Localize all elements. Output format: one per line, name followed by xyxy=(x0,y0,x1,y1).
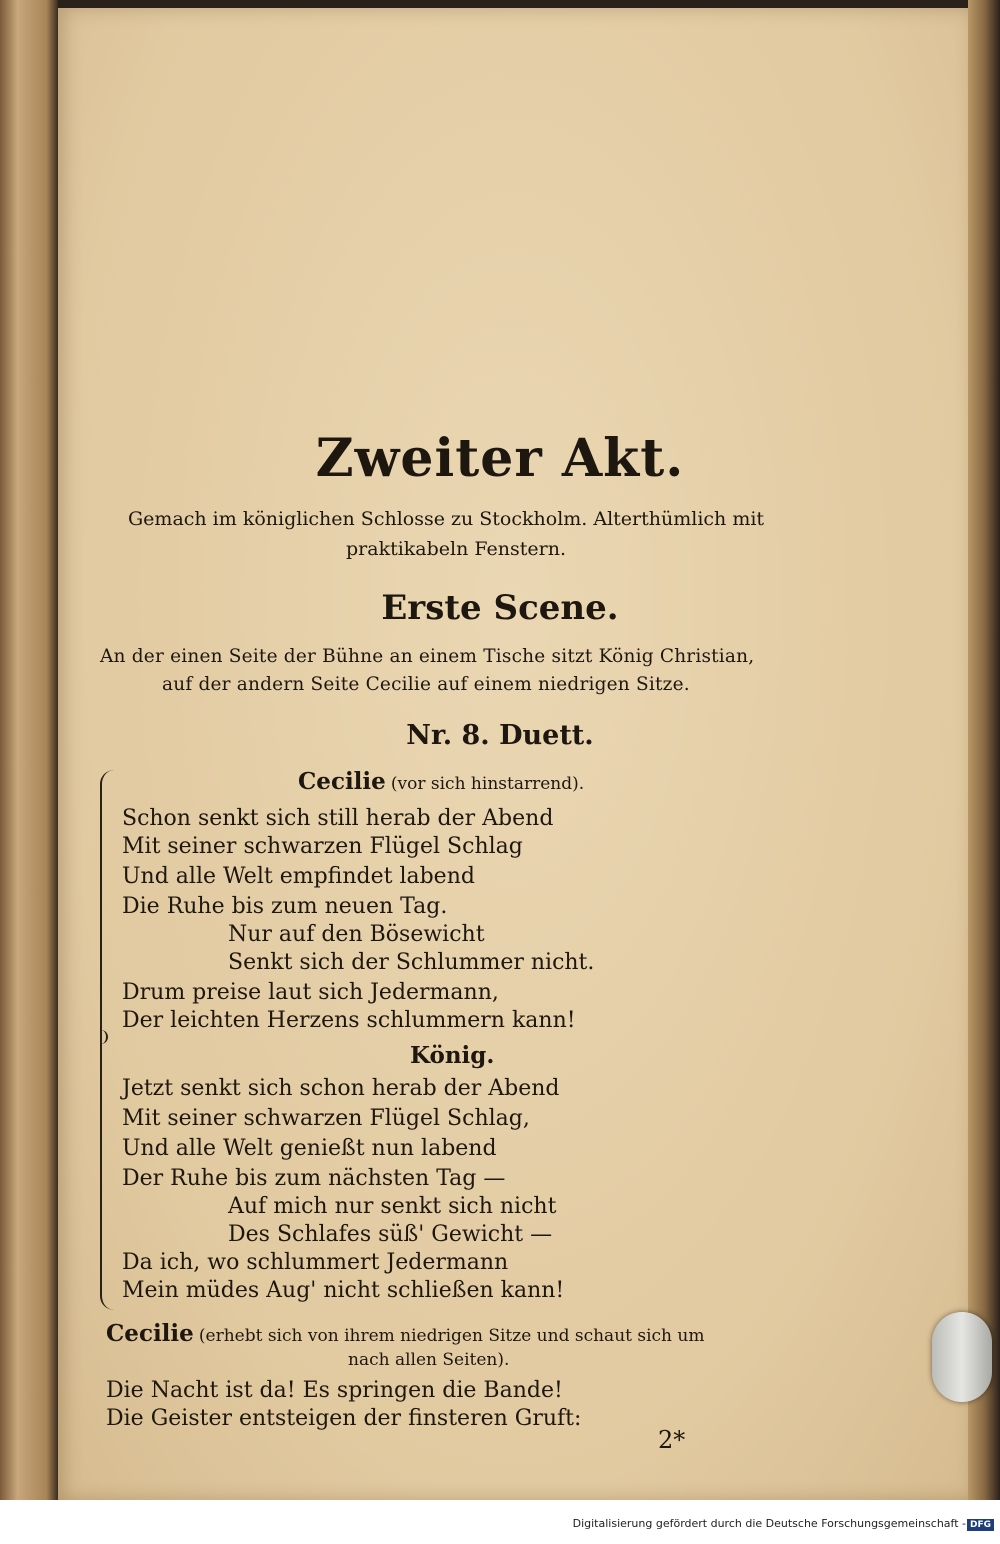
verse-line: Der Ruhe bis zum nächsten Tag — xyxy=(122,1166,506,1191)
verse-line: Die Geister entsteigen der finsteren Gruft: xyxy=(106,1406,582,1431)
verse-line: Auf mich nur senkt sich nicht xyxy=(228,1194,557,1219)
verse-line: Die Nacht ist da! Es springen die Bande! xyxy=(106,1378,563,1403)
speaker-name: Cecilie xyxy=(106,1320,194,1347)
verse-line: Drum preise laut sich Jedermann, xyxy=(122,980,499,1005)
scene-title: Erste Scene. xyxy=(381,588,619,628)
verse-line: Und alle Welt empfindet labend xyxy=(122,864,475,889)
speaker-name: Cecilie xyxy=(298,768,386,795)
scene-description-line-2: auf der andern Seite Cecilie auf einem niedrigen Sitze. xyxy=(162,674,690,695)
verse-line: Des Schlafes süß' Gewicht — xyxy=(228,1222,553,1247)
speaker-direction: (vor sich hinstarrend). xyxy=(390,774,585,794)
dfg-logo: DFG xyxy=(967,1519,994,1531)
page-marker-tab xyxy=(932,1312,992,1402)
number-heading: Nr. 8. Duett. xyxy=(406,720,594,751)
verse-line: Nur auf den Bösewicht xyxy=(228,922,485,947)
speaker-direction: (erhebt sich von ihrem niedrigen Sitze und schaut sich um xyxy=(198,1326,705,1346)
speaker-koenig: König. xyxy=(410,1042,495,1069)
stage-direction-line-1: Gemach im königlichen Schlosse zu Stockholm. Alterthümlich mit xyxy=(128,508,765,530)
verse-line: Die Ruhe bis zum neuen Tag. xyxy=(122,894,448,919)
verse-line: Schon senkt sich still herab der Abend xyxy=(122,806,554,831)
act-title: Zweiter Akt. xyxy=(315,428,685,489)
verse-line: Der leichten Herzens schlummern kann! xyxy=(122,1008,576,1033)
verse-line: Mein müdes Aug' nicht schließen kann! xyxy=(122,1278,565,1303)
stage-direction-line-2: praktikabeln Fenstern. xyxy=(346,538,567,560)
verse-line: Mit seiner schwarzen Flügel Schlag, xyxy=(122,1106,530,1131)
verse-line: Senkt sich der Schlummer nicht. xyxy=(228,950,595,975)
verse-line: Da ich, wo schlummert Jedermann xyxy=(122,1250,509,1275)
verse-line: Und alle Welt genießt nun labend xyxy=(122,1136,497,1161)
page-number: 2* xyxy=(658,1426,686,1454)
speaker-cecilie-line xyxy=(298,768,584,795)
verse-line: Jetzt senkt sich schon herab der Abend xyxy=(122,1076,560,1101)
verse-line: Mit seiner schwarzen Flügel Schlag xyxy=(122,834,523,859)
speaker-cecilie-direction-line xyxy=(106,1320,704,1347)
speaker-direction-continued: nach allen Seiten). xyxy=(348,1350,510,1370)
scene-description-line-1: An der einen Seite der Bühne an einem Tische sitzt König Christian, xyxy=(100,646,755,667)
footer-credit: Digitalisierung gefördert durch die Deutsche Forschungsgemeinschaft - xyxy=(572,1517,966,1530)
book-page xyxy=(58,8,968,1500)
